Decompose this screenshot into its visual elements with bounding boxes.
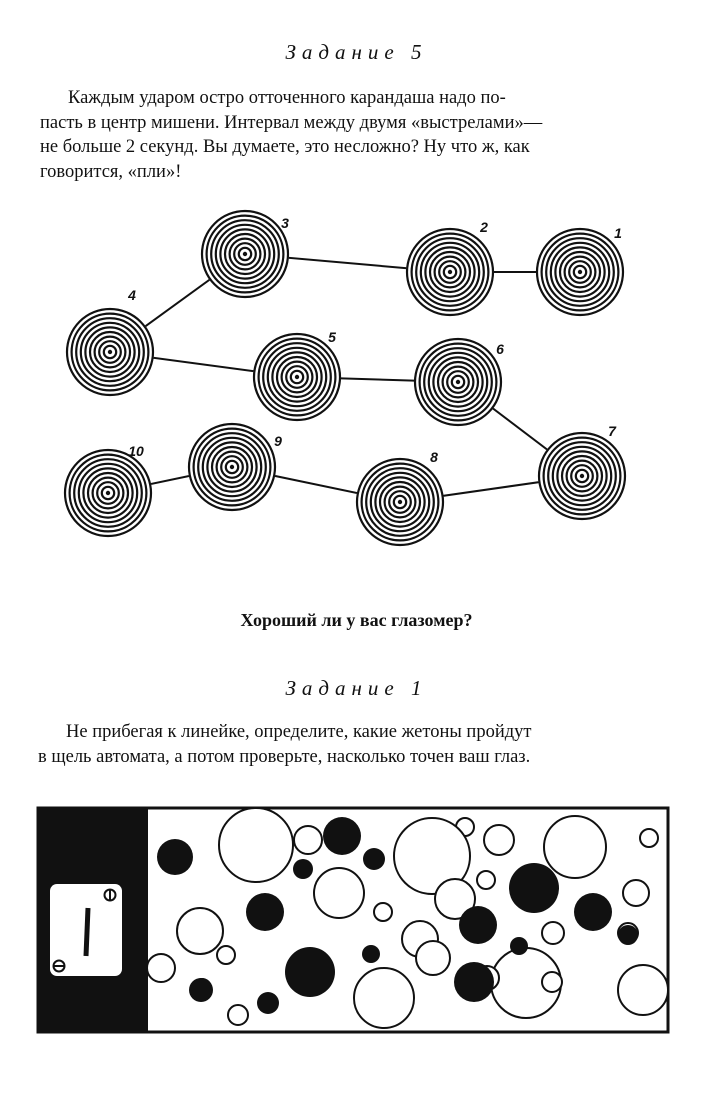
target-label: 3 — [281, 215, 289, 231]
token-white[interactable] — [544, 816, 606, 878]
target-9[interactable] — [188, 423, 276, 511]
target-7[interactable] — [538, 432, 626, 520]
token-white[interactable] — [416, 941, 450, 975]
token-black[interactable] — [510, 937, 528, 955]
task1-line-2: в щель автомата, а потом проверьте, насколько точен ваш глаз. — [38, 746, 531, 767]
token-black[interactable] — [574, 893, 612, 931]
token-white[interactable] — [177, 908, 223, 954]
token-black[interactable] — [618, 925, 638, 945]
token-white[interactable] — [294, 826, 322, 854]
token-black[interactable] — [363, 848, 385, 870]
token-black[interactable] — [362, 945, 380, 963]
token-white[interactable] — [354, 968, 414, 1028]
target-label: 10 — [128, 443, 144, 459]
target-5[interactable] — [253, 333, 341, 421]
token-white[interactable] — [219, 808, 293, 882]
coin-slot — [86, 908, 88, 956]
token-white[interactable] — [477, 871, 495, 889]
token-black[interactable] — [459, 906, 497, 944]
target-10[interactable] — [64, 449, 152, 537]
target-8[interactable] — [356, 458, 444, 546]
token-white[interactable] — [374, 903, 392, 921]
token-white[interactable] — [484, 825, 514, 855]
token-white[interactable] — [314, 868, 364, 918]
token-white[interactable] — [623, 880, 649, 906]
token-black[interactable] — [509, 863, 559, 913]
token-black[interactable] — [293, 859, 313, 879]
token-black[interactable] — [246, 893, 284, 931]
token-white[interactable] — [542, 922, 564, 944]
token-black[interactable] — [257, 992, 279, 1014]
target-label: 5 — [328, 329, 336, 345]
task5-line-1: Каждым ударом остро отточенного карандаша надо по- — [68, 88, 506, 108]
task5-line-4: говорится, «пли»! — [40, 161, 182, 182]
target-label: 6 — [496, 341, 504, 357]
token-white[interactable] — [640, 829, 658, 847]
token-white[interactable] — [228, 1005, 248, 1025]
task1-line-1: Не прибегая к линейке, определите, какие жетоны пройдут — [66, 722, 532, 742]
task5-heading: Задание 5 — [285, 40, 428, 64]
screw-icon — [54, 961, 65, 972]
target-label: 1 — [614, 225, 622, 241]
target-6[interactable] — [414, 338, 502, 426]
token-white[interactable] — [618, 965, 668, 1015]
token-white[interactable] — [542, 972, 562, 992]
task5-line-3: не больше 2 секунд. Вы думаете, это несложно? Ну что ж, как — [40, 137, 530, 157]
target-label: 4 — [128, 287, 136, 303]
token-black[interactable] — [189, 978, 213, 1002]
task1-heading: Задание 1 — [285, 676, 428, 700]
target-label: 7 — [608, 423, 616, 439]
screw-icon — [105, 890, 116, 901]
target-3[interactable] — [201, 210, 289, 298]
target-2[interactable] — [406, 228, 494, 316]
target-label: 9 — [274, 433, 282, 449]
token-black[interactable] — [157, 839, 193, 875]
target-label: 2 — [480, 219, 488, 235]
section-title: Хороший ли у вас глазомер? — [240, 610, 473, 630]
target-1[interactable] — [536, 228, 624, 316]
coin-machine-figure — [0, 800, 713, 1040]
token-black[interactable] — [323, 817, 361, 855]
token-white[interactable] — [217, 946, 235, 964]
task5-line-2: пасть в центр мишени. Интервал между двумя «выстрелами»— — [40, 112, 543, 133]
task1-text — [38, 720, 666, 769]
token-black[interactable] — [454, 962, 494, 1002]
target-label: 8 — [430, 449, 438, 465]
token-black[interactable] — [285, 947, 335, 997]
token-white[interactable] — [147, 954, 175, 982]
target-4[interactable] — [66, 308, 154, 396]
